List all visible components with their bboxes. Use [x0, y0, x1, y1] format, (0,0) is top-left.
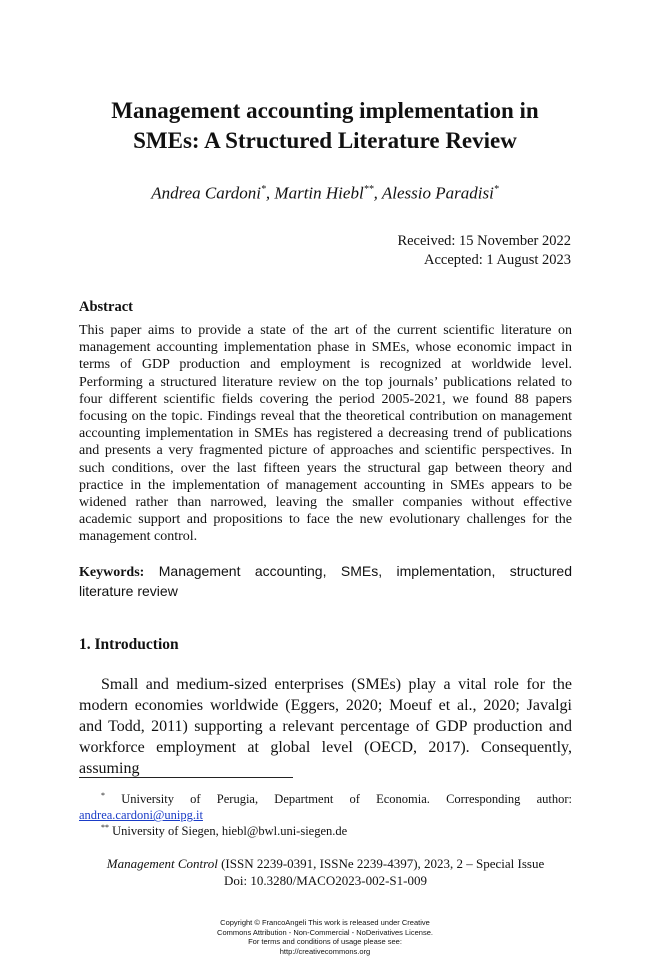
- corresponding-author-email-link[interactable]: andrea.cardoni@unipg.it: [79, 808, 203, 823]
- copyright-line: Commons Attribution - Non-Commercial - NoDerivatives License.: [217, 927, 433, 937]
- received-date: Received: 15 November 2022: [397, 233, 571, 249]
- accepted-date: Accepted: 1 August 2023: [424, 252, 571, 268]
- doi: Doi: 10.3280/MACO2023-002-S1-009: [224, 873, 427, 888]
- keywords: [79, 562, 572, 601]
- footnote-divider: [79, 777, 293, 778]
- footnote-1: [79, 788, 572, 823]
- journal-info: [79, 855, 572, 889]
- title-line-1: Management accounting implementation in: [111, 98, 539, 123]
- author-list: Andrea Cardoni*, Martin Hiebl**, Alessio Paradisi*: [151, 183, 499, 203]
- author-affiliation-mark: *: [260, 184, 266, 195]
- footnote-2-text: University of Siegen, hiebl@bwl.uni-siegen.de: [112, 824, 348, 839]
- footnote-1-mark: *: [101, 791, 105, 800]
- footnote-2: [101, 820, 347, 839]
- footnote-1-text: University of Perugia, Department of Economia. Corresponding author:: [121, 792, 572, 807]
- abstract-text: This paper aims to provide a state of the art of the current scientific literature on management accounting implementation phase in SMEs, whose economic impact in terms of GDP production and employment is recognized at worldwide level. Performing a structured literature review on the top journals’ publications related to four different scientific fields covering the period 2005-2021, we found 88 papers focusing on the topic. Findings reveal that the theoretical contribution on management accounting implementation in SMEs has registered a decreasing trend of publications and presents a very fragmented picture of approaches and scientific perspectives. In such conditions, over the last fifteen years the structural gap between theory and practice in the implementation of management accounting in SMEs appears to be widened rather than narrowed, leaving the smaller companies without effective academic support and propositions to face the new evolutionary challenges for the management control.: [79, 323, 572, 545]
- author-name: Martin Hiebl: [274, 183, 364, 203]
- copyright-notice: [150, 918, 500, 956]
- copyright-url: http://creativecommons.org: [279, 946, 371, 956]
- author-name: Alessio Paradisi: [381, 183, 494, 203]
- paper-title: [60, 96, 590, 156]
- copyright-line: For terms and conditions of usage please see:: [248, 937, 402, 947]
- title-line-2: SMEs: A Structured Literature Review: [133, 128, 517, 153]
- copyright-line: Copyright © FrancoAngeli This work is released under Creative: [220, 918, 430, 927]
- author-affiliation-mark: *: [493, 184, 499, 195]
- introduction-paragraph: Small and medium-sized enterprises (SMEs) play a vital role for the modern economies worldwide (Eggers, 2020; Moeuf et al., 2020; Javalgi and Todd, 2011) supporting a relevant percentage of GDP production and workforce employment at global level (OECD, 2017). Consequently, assuming: [79, 676, 572, 777]
- author-name: Andrea Cardoni: [151, 183, 261, 203]
- author-affiliation-mark: **: [363, 184, 374, 195]
- footnote-2-mark: **: [101, 823, 109, 832]
- keywords-text: Management accounting, SMEs, implementation, structured literature review: [79, 563, 573, 599]
- journal-details: (ISSN 2239-0391, ISSNe 2239-4397), 2023, 2 – Special Issue: [221, 856, 545, 871]
- journal-name: Management Control: [106, 856, 218, 871]
- section-heading-introduction: 1. Introduction: [79, 636, 179, 653]
- keywords-label: Keywords:: [79, 565, 145, 580]
- submission-dates: [397, 232, 571, 270]
- abstract-heading: Abstract: [79, 299, 133, 315]
